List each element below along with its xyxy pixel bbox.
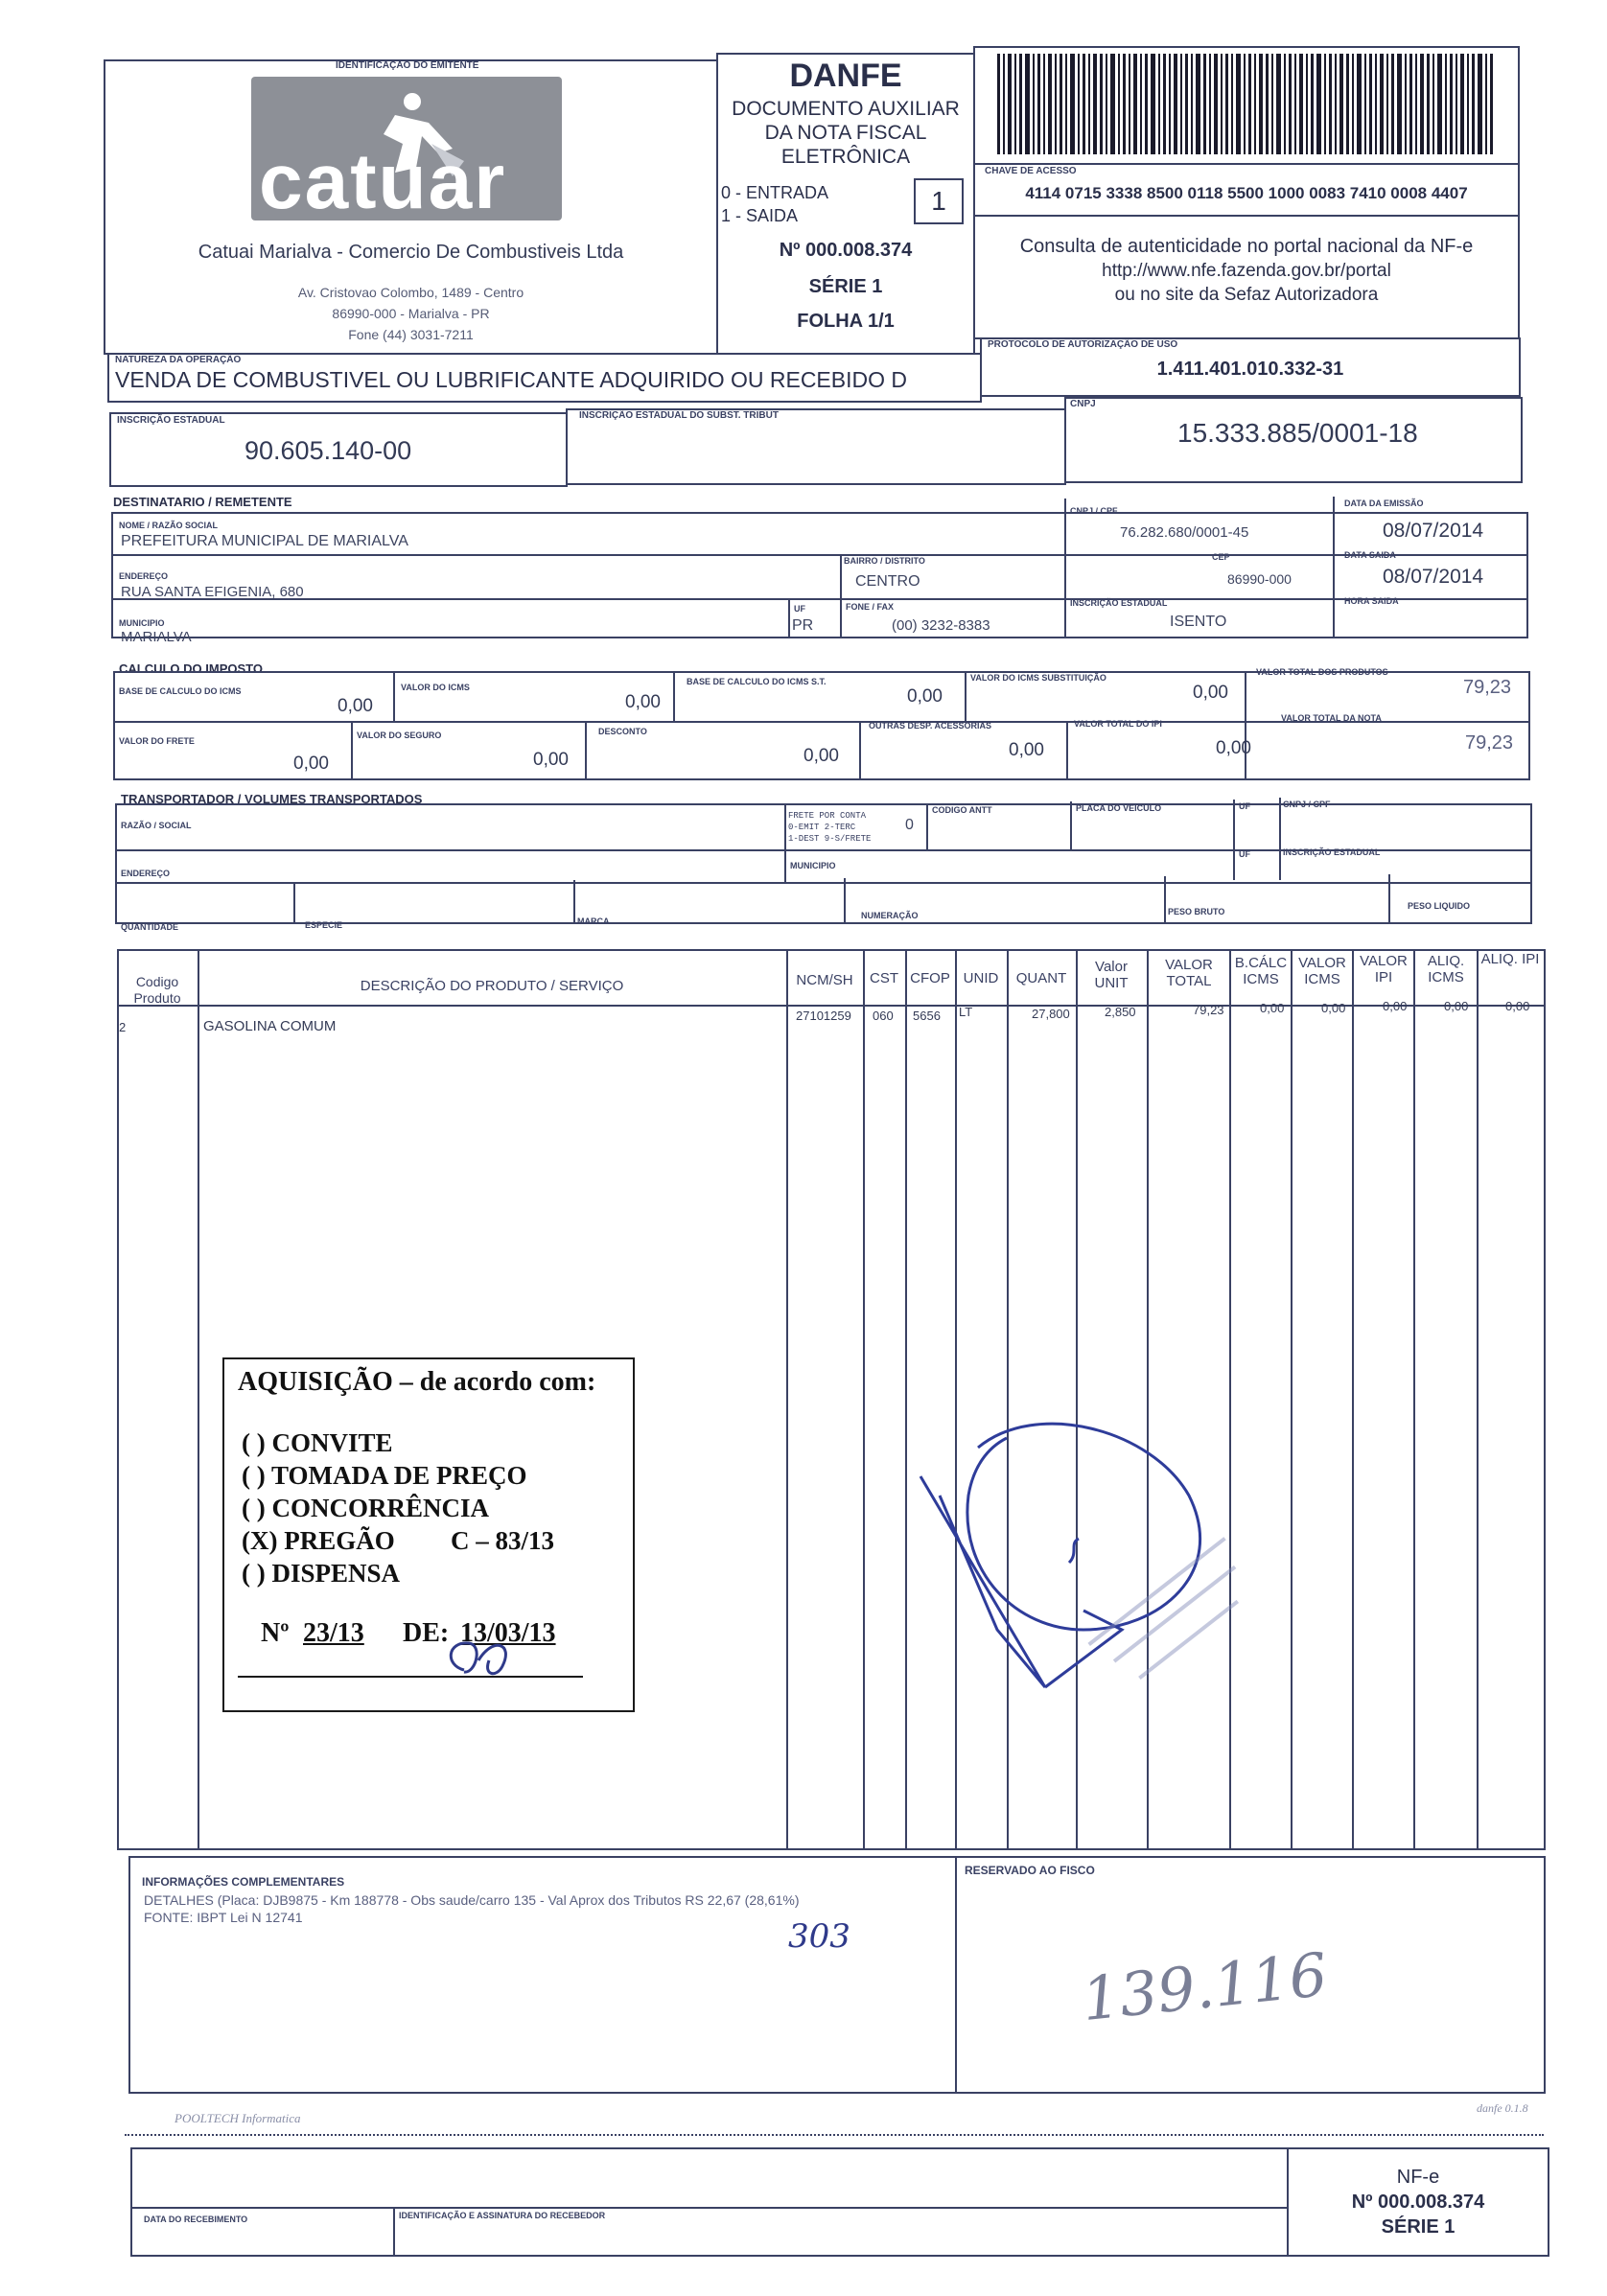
stamp-convite: ( ) CONVITE <box>242 1428 393 1457</box>
transp-numeracao-label: NUMERAÇÃO <box>861 911 919 920</box>
row-vtotal: 79,23 <box>1193 1003 1224 1017</box>
transp-row-line2 <box>115 882 1532 884</box>
dest-col-bairro <box>840 554 842 598</box>
transp-municipio-label: MUNICIPIO <box>790 861 836 870</box>
transp-col6 <box>293 882 295 924</box>
dest-cnpj: 76.282.680/0001-45 <box>1120 524 1249 541</box>
aquisicao-stamp <box>222 1357 635 1712</box>
dest-ie-label: INSCRIÇÃO ESTADUAL <box>1070 598 1168 608</box>
hdr-ncm: NCM/SH <box>796 972 853 988</box>
row-ncm: 27101259 <box>796 1009 851 1023</box>
hdr-bcalc: B.CÁLC ICMS <box>1234 955 1288 987</box>
imposto-section: CALCULO DO IMPOSTO <box>119 661 263 676</box>
cut-line <box>125 2134 1544 2136</box>
hdr-unid: UNID <box>963 970 999 986</box>
hdr-aliqipi: ALIQ. IPI <box>1480 951 1540 967</box>
transp-col5 <box>1279 798 1281 880</box>
dest-municipio-label: MUNICIPIO <box>119 618 165 628</box>
consulta-line1: Consulta de autenticidade no portal nacional da NF-e <box>1019 236 1474 257</box>
cnpj-emit-value: 15.333.885/0001-18 <box>1177 418 1418 448</box>
danfe-subtitle3: ELETRÔNICA <box>780 146 911 168</box>
stamp-num: 23/13 <box>303 1618 364 1648</box>
dados-col <box>955 1856 957 2094</box>
dest-nome: PREFEITURA MUNICIPAL DE MARIALVA <box>121 533 408 549</box>
ie-subst-label: INSCRIÇÃO ESTADUAL DO SUBST. TRIBUT <box>579 410 779 421</box>
stamp-de-label: DE: <box>403 1618 450 1648</box>
row-quant: 27,800 <box>1032 1007 1070 1021</box>
protocolo-label: PROTOCOLO DE AUTORIZAÇÃO DE USO <box>988 339 1178 350</box>
frete-conta-line1: FRETE POR CONTA <box>788 811 867 821</box>
dest-data-emissao-label: DATA DA EMISSÃO <box>1344 499 1424 508</box>
hdr-descricao: DESCRIÇÃO DO PRODUTO / SERVIÇO <box>360 978 624 994</box>
base-icms-st-label: BASE DE CALCULO DO ICMS S.T. <box>687 677 827 686</box>
dest-row-line2 <box>111 598 1528 600</box>
prod-col-vipi <box>1352 949 1354 1850</box>
initials-signature-icon <box>426 1632 531 1689</box>
protocolo-value: 1.411.401.010.332-31 <box>1156 359 1344 380</box>
desconto-label: DESCONTO <box>598 727 647 736</box>
transp-peso-liquido-label: PESO LIQUIDO <box>1408 901 1471 911</box>
transp-razao-label: RAZÃO / SOCIAL <box>121 821 192 830</box>
transp-col1 <box>784 803 786 882</box>
row-aliqicms: 0,00 <box>1444 999 1469 1013</box>
dest-col-data <box>1333 497 1335 638</box>
software-version: danfe 0.1.8 <box>1477 2101 1528 2115</box>
natureza-value: VENDA DE COMBUSTIVEL OU LUBRIFICANTE ADQUIRIDO OU RECEBIDO D <box>115 367 908 392</box>
base-icms: 0,00 <box>338 696 373 716</box>
hdr-aliqicms: ALIQ. ICMS <box>1427 953 1465 986</box>
saida-label: 1 - SAIDA <box>721 206 799 225</box>
logo-text: catuar <box>259 138 507 225</box>
danfe-serie: SÉRIE 1 <box>808 276 883 297</box>
transp-placa-label: PLACA DO VEICULO <box>1076 803 1162 813</box>
fisco-label: RESERVADO AO FISCO <box>965 1864 1095 1877</box>
dest-col-cnpj <box>1064 499 1066 638</box>
transp-endereco-label: ENDEREÇO <box>121 869 171 878</box>
dest-bairro-label: BAIRRO / DISTRITO <box>844 556 925 566</box>
destinatario-section: DESTINATARIO / REMETENTE <box>113 495 292 509</box>
assinatura-label: IDENTIFICAÇÃO E ASSINATURA DO RECEBEDOR <box>399 2211 606 2220</box>
row-cfop: 5656 <box>913 1009 941 1023</box>
consulta-line3: ou no site da Sefaz Autorizadora <box>1114 285 1379 305</box>
imp-col3 <box>965 671 967 721</box>
dest-data-emissao: 08/07/2014 <box>1383 520 1484 542</box>
dest-ie: ISENTO <box>1170 614 1227 630</box>
hdr-quant: QUANT <box>1015 970 1067 986</box>
stamp-concorrencia: ( ) CONCORRÊNCIA <box>242 1494 489 1522</box>
emitente-address1: Av. Cristovao Colombo, 1489 - Centro <box>297 285 524 300</box>
valor-icms-st-label: VALOR DO ICMS SUBSTITUIÇÃO <box>970 673 1106 683</box>
dest-col-fone <box>840 598 842 638</box>
danfe-folha: FOLHA 1/1 <box>797 311 895 332</box>
emitente-phone: Fone (44) 3031-7211 <box>348 327 474 342</box>
prod-col-aliqipi <box>1477 949 1479 1850</box>
prod-col-aliqicms <box>1413 949 1415 1850</box>
canhoto-serie: SÉRIE 1 <box>1381 2216 1456 2238</box>
base-icms-label: BASE DE CALCULO DO ICMS <box>119 686 242 696</box>
stamp-tomada: ( ) TOMADA DE PREÇO <box>242 1461 527 1490</box>
total-produtos: 79,23 <box>1463 677 1512 698</box>
danfe-numero: Nº 000.008.374 <box>779 240 913 261</box>
danfe-title: DANFE <box>789 58 902 94</box>
row-unid: LT <box>959 1005 973 1019</box>
stamp-pregao: (X) PREGÃO <box>242 1526 395 1555</box>
stamp-signature-line <box>238 1676 583 1678</box>
transp-col3 <box>1070 801 1072 849</box>
transp-uf2-label: UF <box>1239 849 1250 859</box>
emitente-address2: 86990-000 - Marialva - PR <box>332 306 490 321</box>
consulta-line2: http://www.nfe.fazenda.gov.br/portal <box>1102 261 1391 281</box>
row-cst: 060 <box>873 1009 894 1023</box>
faint-official-stamp-icon <box>1074 1534 1285 1706</box>
transp-col10 <box>1388 874 1390 922</box>
base-icms-st: 0,00 <box>907 686 943 707</box>
stamp-title: AQUISIÇÃO – de acordo com: <box>238 1367 596 1397</box>
danfe-subtitle2: DA NOTA FISCAL <box>764 122 927 144</box>
dest-cep-label: CEP <box>1212 552 1230 562</box>
chave-value: 4114 0715 3338 8500 0118 5500 1000 0083 7410 0008 4407 <box>1025 184 1468 202</box>
outras-label: OUTRAS DESP. ACESSORIAS <box>869 721 992 731</box>
hdr-cst: CST <box>870 970 898 986</box>
dest-data-saida: 08/07/2014 <box>1383 566 1484 588</box>
frete-label: VALOR DO FRETE <box>119 736 195 746</box>
transp-marca-label: MARCA <box>577 916 610 926</box>
stamp-dispensa: ( ) DISPENSA <box>242 1559 401 1588</box>
hdr-vunit: Valor UNIT <box>1094 959 1129 991</box>
valor-icms-label: VALOR DO ICMS <box>401 683 470 692</box>
imp-col1 <box>393 671 395 721</box>
natureza-label: NATUREZA DA OPERAÇÃO <box>115 355 242 365</box>
dest-cnpj-label: CNPJ / CPF <box>1070 506 1118 516</box>
prod-col-vicms <box>1291 949 1293 1850</box>
dest-endereco: RUA SANTA EFIGENIA, 680 <box>121 584 304 600</box>
transp-ie-label: INSCRIÇÃO ESTADUAL <box>1283 847 1381 857</box>
dest-cep: 86990-000 <box>1227 571 1292 587</box>
imp-col4 <box>1245 671 1246 780</box>
dest-bairro: CENTRO <box>855 573 920 590</box>
prod-col-codigo <box>198 949 199 1850</box>
hdr-codigo: Codigo Produto <box>133 974 181 1006</box>
frete-conta-value: 0 <box>905 817 914 833</box>
dest-data-saida-label: DATA SAIDA <box>1344 550 1396 560</box>
dest-endereco-label: ENDEREÇO <box>119 571 169 581</box>
dest-fone: (00) 3232-8383 <box>892 617 990 634</box>
row-descricao: GASOLINA COMUM <box>203 1018 337 1034</box>
transp-quantidade-label: QUANTIDADE <box>121 922 178 932</box>
imp-col7 <box>859 721 861 780</box>
emitente-name: Catuai Marialva - Comercio De Combustiveis Ltda <box>198 242 624 263</box>
prod-col-ncm <box>786 949 788 1850</box>
dest-nome-label: NOME / RAZÃO SOCIAL <box>119 521 218 530</box>
dest-uf-label: UF <box>794 604 805 614</box>
transp-antt-label: CODIGO ANTT <box>932 805 992 815</box>
imp-col6 <box>585 721 587 780</box>
frete-conta-line3: 1-DEST 9-S/FRETE <box>788 834 872 844</box>
hdr-cfop: CFOP <box>910 970 950 986</box>
dest-fone-label: FONE / FAX <box>846 602 895 612</box>
hdr-vipi: VALOR IPI <box>1360 953 1408 986</box>
valor-icms-st: 0,00 <box>1193 683 1228 703</box>
destinatario-box <box>111 512 1528 638</box>
imp-col2 <box>673 671 675 721</box>
transp-col7 <box>573 880 575 924</box>
prod-col-cst <box>863 949 865 1850</box>
dest-row-line1 <box>111 554 1528 556</box>
canhoto-col1 <box>393 2207 395 2257</box>
imp-col8 <box>1066 721 1068 780</box>
hdr-vicms: VALOR ICMS <box>1298 955 1346 987</box>
transp-especie-label: ESPECIE <box>305 920 343 930</box>
transp-col4 <box>1233 800 1235 880</box>
imp-col5 <box>351 721 353 780</box>
seguro-value: 0,00 <box>533 750 569 770</box>
transp-uf-label: UF <box>1239 801 1250 811</box>
software-credit: POOLTECH Informatica <box>175 2111 301 2125</box>
info-label: INFORMAÇÕES COMPLEMENTARES <box>142 1875 345 1889</box>
row-vipi: 0,00 <box>1383 999 1408 1013</box>
transp-peso-bruto-label: PESO BRUTO <box>1168 907 1225 916</box>
danfe-subtitle1: DOCUMENTO AUXILIAR <box>732 98 960 120</box>
cnpj-emit-label: CNPJ <box>1070 399 1096 409</box>
entrada-label: 0 - ENTRADA <box>721 183 829 202</box>
transportador-section: TRANSPORTADOR / VOLUMES TRANSPORTADOS <box>121 792 423 806</box>
total-produtos-label: VALOR TOTAL DOS PRODUTOS <box>1256 667 1388 677</box>
barcode-image <box>997 54 1496 159</box>
frete-conta-line2: 0-EMIT 2-TERC <box>788 823 856 832</box>
total-nota-label: VALOR TOTAL DA NOTA <box>1281 713 1382 723</box>
seguro-label: VALOR DO SEGURO <box>357 731 442 740</box>
total-nota: 79,23 <box>1465 732 1514 754</box>
canhoto-numero: Nº 000.008.374 <box>1351 2192 1485 2213</box>
valor-icms: 0,00 <box>625 692 661 712</box>
canhoto-row-line <box>130 2207 1289 2209</box>
ipi-value: 0,00 <box>1216 738 1251 758</box>
hdr-vtotal: VALOR TOTAL <box>1165 957 1213 989</box>
info-line1: DETALHES (Placa: DJB9875 - Km 188778 - Obs saude/carro 135 - Val Aprox dos Tributos RS 22,67 (28,61%) <box>144 1892 800 1908</box>
transp-col2 <box>926 803 928 849</box>
tipo-box: 1 <box>914 178 964 224</box>
handwritten-139-116: 139.116 <box>1078 1938 1331 2035</box>
dest-uf: PR <box>792 617 814 634</box>
company-logo <box>251 77 562 225</box>
transp-col8 <box>844 878 846 924</box>
chave-label: CHAVE DE ACESSO <box>985 166 1077 176</box>
info-line2: FONTE: IBPT Lei N 12741 <box>144 1910 303 1925</box>
ie-value: 90.605.140-00 <box>245 436 412 465</box>
frete-value: 0,00 <box>293 754 329 774</box>
handwritten-303: 303 <box>788 1917 850 1956</box>
transp-cnpj-label: CNPJ / CPF <box>1283 800 1331 809</box>
data-recebimento-label: DATA DO RECEBIMENTO <box>144 2215 248 2224</box>
row-bcalc: 0,00 <box>1260 1001 1285 1015</box>
stamp-pregao-ref: C – 83/13 <box>451 1526 554 1555</box>
dest-col-uf <box>788 598 790 638</box>
row-vunit: 2,850 <box>1105 1005 1136 1019</box>
canhoto-nfe: NF-e <box>1396 2167 1440 2188</box>
ipi-label: VALOR TOTAL DO IPI <box>1074 719 1162 729</box>
dest-municipio: MARIALVA <box>121 629 192 645</box>
stamp-num-label: Nº <box>261 1618 290 1648</box>
row-vicms: 0,00 <box>1321 1001 1346 1015</box>
desconto-value: 0,00 <box>804 746 839 766</box>
transp-col9 <box>1164 876 1166 922</box>
ie-label: INSCRIÇÃO ESTADUAL <box>117 415 225 426</box>
row-aliqipi: 0,00 <box>1505 999 1530 1013</box>
emitente-section-label: IDENTIFICAÇÃO DO EMITENTE <box>336 60 479 71</box>
outras-value: 0,00 <box>1009 740 1044 760</box>
stamp-de: 13/03/13 <box>460 1618 556 1648</box>
row-codigo: 2 <box>119 1020 127 1034</box>
dest-hora-label: HORA SAIDA <box>1344 596 1399 606</box>
